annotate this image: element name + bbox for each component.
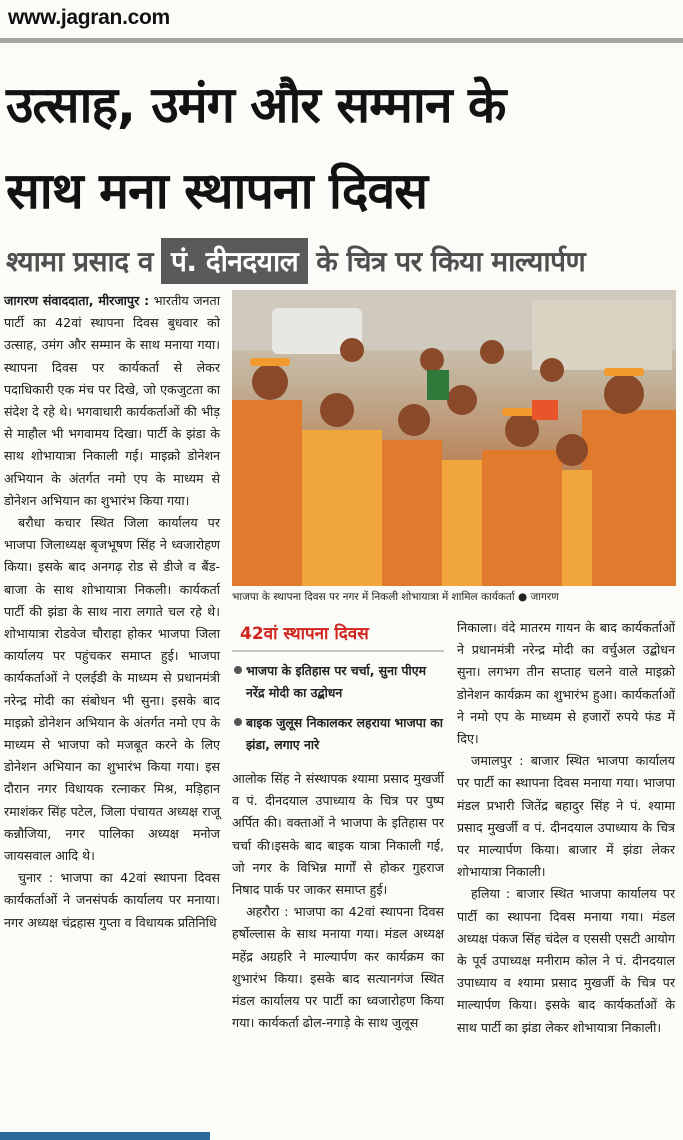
subheadline	[6, 236, 585, 286]
article-paragraph: आलोक सिंह ने संस्थापक श्यामा प्रसाद मुखर्जी व पं. दीनदयाल उपाध्याय के चित्र पर पुष्प अर्पित की। वक्ताओं ने भाजपा के इतिहास पर चर्चा की।इसके बाद बाइक यात्रा निकाली गई, जो नगर के विभिन्न मार्गों से होकर गुहराज निषाद पार्क पर जाकर समाप्त हुई।	[232, 771, 444, 898]
footer-bar	[0, 1132, 210, 1140]
subhead-part-1: श्यामा प्रसाद व	[6, 245, 153, 278]
masthead-rule	[0, 38, 683, 43]
highlights-title: 42वां स्थापना दिवस	[240, 624, 369, 644]
highlight-item	[232, 712, 444, 756]
article-column-1	[4, 290, 220, 934]
bullet-icon	[234, 718, 242, 726]
masthead	[0, 0, 683, 44]
highlights-box	[232, 617, 444, 762]
highlight-item	[232, 660, 444, 704]
dateline: जागरण संवाददाता, मीरजापुर :	[4, 293, 150, 308]
crowd-illustration	[232, 290, 676, 586]
article-paragraph: हलिया : बाजार स्थित भाजपा कार्यालय पर पार्टी का स्थापना दिवस मनाया गया। मंडल अध्यक्ष पंकज सिंह चंदेल व एससी एसटी आयोग के पूर्व उपाध्यक्ष मनीराम कोल ने पं. दीनदयाल उपाध्याय व श्यामा प्रसाद मुखर्जी के चित्र पर माल्यार्पण किया। इसके बाद कार्यकर्ताओं के साथ पार्टी का झंडा लेकर शोभायात्रा निकाली।	[457, 886, 675, 1035]
article-paragraph: चुनार : भाजपा का 42वां स्थापना दिवस कार्यकर्ताओं ने जनसंपर्क कार्यालय पर मनाया। नगर अध्यक्ष चंद्रहास गुप्ता व विधायक प्रतिनिधि	[4, 870, 220, 930]
article-paragraph	[4, 290, 220, 512]
highlights-rule	[232, 650, 444, 652]
subhead-part-2: के चित्र पर किया माल्यार्पण	[316, 245, 586, 278]
news-photo	[232, 290, 676, 586]
photo-caption: भाजपा के स्थापना दिवस पर नगर में निकली शोभायात्रा में शामिल कार्यकर्ता ● जागरण	[232, 591, 559, 603]
article-paragraph: अहरौरा : भाजपा का 42वां स्थापना दिवस हर्षोल्लास के साथ मनाया गया। मंडल अध्यक्ष महेंद्र अग्रहरि ने माल्यार्पण कर कार्यक्रम का शुभारंभ किया। इसके बाद सत्यानगंज स्थित मंडल कार्यालय पर पार्टी का ध्वजारोहण किया गया। कार्यकर्ता ढोल-नगाड़े के साथ जुलूस	[232, 904, 444, 1031]
article-paragraph: बरौधा कचार स्थित जिला कार्यालय पर भाजपा जिलाध्यक्ष बृजभूषण सिंह ने ध्वजारोहण किया। इसके बाद अनगढ़ रोड से डीजे व बैंड-बाजा के साथ शोभायात्रा निकली। कार्यकर्ता पार्टी की झंडा के साथ नारा लगाते चल रहे थे। शोभायात्रा रोडवेज चौराहा होकर भाजपा जिला कार्यालय पर पहुंचकर समाप्त हुई। भाजपा कार्यकर्ताओं ने एलईडी के माध्यम से प्रधानमंत्री नरेन्द्र मोदी का संबोधन भी सुना। इसके बाद माइक्रो डोनेशन अभियान के अंतर्गत नमो एप के माध्यम से भाजपा को मजबूत करने के लिए डोनेशन अभियान का शुभारंभ किया गया। इस दौरान नगर विधायक रत्नाकर मिश्र, मड़िहान रमाशंकर सिंह पटेल, जिला पंचायत अध्यक्ष राजू कन्नौजिया, नगर पालिका अध्यक्ष मनोज जायसवाल आदि थे।	[4, 515, 220, 864]
headline-line-2: साथ मना स्थापना दिवस	[6, 162, 428, 220]
article-paragraph: निकाला। वंदे मातरम गायन के बाद कार्यकर्ताओं ने प्रधानमंत्री नरेन्द्र मोदी का वर्चुअल उद्बोधन सुना। लगभग तीन सप्ताह चलने वाले माइक्रो डोनेशन कार्यक्रम का शुभारंभ हुआ। कार्यकर्ताओं ने नमो एप के माध्यम से हजारों रुपये फंड में दिए।	[457, 620, 675, 747]
headline	[6, 62, 678, 234]
site-url[interactable]: www.jagran.com	[8, 6, 170, 29]
highlight-text: बाइक जुलूस निकालकर लहराया भाजपा का झंडा, लगाए नारे	[246, 715, 443, 752]
paragraph-text: भारतीय जनता पार्टी का 42वां स्थापना दिवस बुधवार को उत्साह, उमंग और सम्मान के साथ मनाया गया। स्थापना दिवस पर कार्यकर्ता से लेकर पदाधिकारी एक मंच पर दिखे, जो एकजुटता का संदेश दे रहे थे। भगवाधारी कार्यकर्ताओं की भीड़ से माहौल भी भगवामय दिखा। पार्टी के झंडा के साथ शोभायात्रा निकाली गई। माइक्रो डोनेशन अभियान के अंतर्गत नमो एप के माध्यम से डोनेशन अभियान का शुभारंभ किया गया।	[4, 293, 220, 508]
highlight-text: भाजपा के इतिहास पर चर्चा, सुना पीएम नरेंद्र मोदी का उद्बोधन	[246, 663, 427, 700]
bullet-icon	[234, 666, 242, 674]
article-column-2	[232, 768, 444, 1034]
headline-line-1: उत्साह, उमंग और सम्मान के	[6, 76, 506, 134]
article-paragraph: जमालपुर : बाजार स्थित भाजपा कार्यालय पर पार्टी का स्थापना दिवस मनाया गया। भाजपा मंडल प्रभारी जितेंद्र बहादुर सिंह ने पं. श्यामा प्रसाद मुखर्जी व पं. दीनदयाल उपाध्याय के चित्र पर माल्यार्पण किया। बाजार में झंडा लेकर शोभायात्रा निकाली।	[457, 753, 675, 880]
subhead-highlight: पं. दीनदयाल	[161, 238, 308, 284]
article-column-3	[457, 617, 675, 1039]
